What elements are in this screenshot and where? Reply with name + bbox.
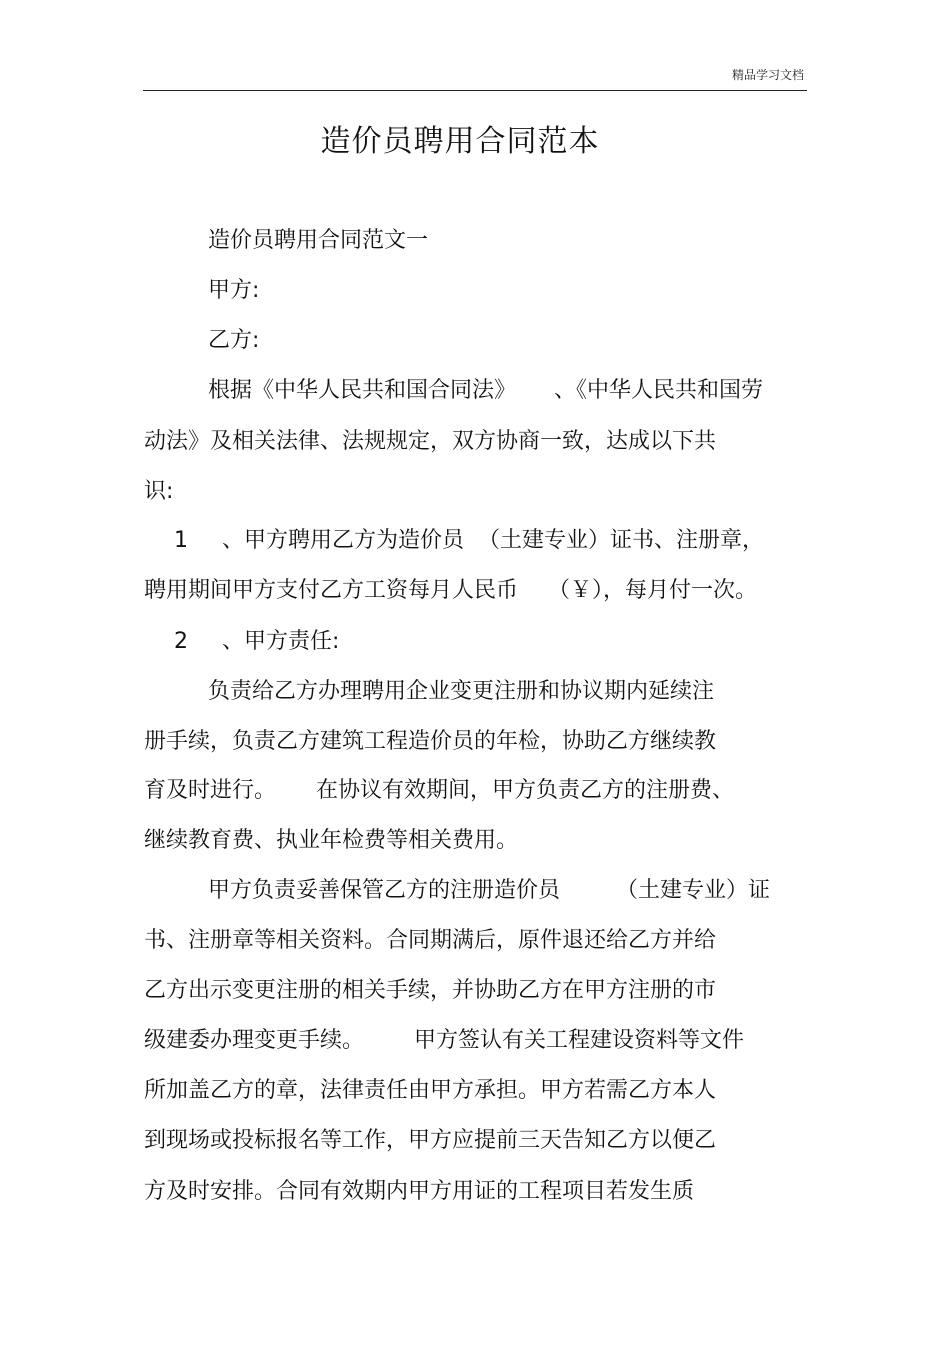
clause-1-line: [174, 525, 764, 557]
clause-2-line: [174, 626, 339, 658]
body-line: [208, 875, 770, 907]
text-fragment: 育及时进行。: [144, 778, 277, 803]
text-fragment: 聘用期间甲方支付乙方工资每月人民币: [144, 578, 519, 603]
text-fragment: 、甲方责任:: [222, 629, 340, 654]
body-line: 方及时安排。合同有效期内甲方用证的工程项目若发生质: [144, 1179, 695, 1204]
clause-number: 2: [174, 629, 188, 654]
text-fragment: 根据《中华人民共和国合同法》: [208, 378, 517, 403]
body-line: 负责给乙方办理聘用企业变更注册和协议期内延续注: [208, 679, 715, 704]
text-fragment: 、《中华人民共和国劳: [554, 378, 764, 403]
text-fragment: 、甲方聘用乙方为造价员: [222, 528, 465, 553]
body-line: 所加盖乙方的章，法律责任由甲方承担。甲方若需乙方本人: [144, 1078, 717, 1103]
clause-number: 1: [174, 528, 188, 553]
text-fragment: 级建委办理变更手续。: [144, 1028, 365, 1053]
party-b-line: 乙方:: [208, 328, 260, 353]
body-line: 识:: [144, 479, 174, 504]
text-fragment: （￥），每月付一次。: [548, 578, 758, 603]
subtitle-line: 造价员聘用合同范文一: [208, 228, 429, 253]
body-line: [144, 575, 757, 607]
text-fragment: 甲方负责妥善保管乙方的注册造价员: [208, 878, 561, 903]
page-header-label: 精品学习文档: [731, 68, 804, 82]
text-fragment: （土建专业）证书、注册章，: [478, 528, 765, 553]
text-fragment: 甲方签认有关工程建设资料等文件: [414, 1028, 745, 1053]
body-line: 书、注册章等相关资料。合同期满后，原件退还给乙方并给: [144, 928, 717, 953]
header-rule: [143, 90, 807, 91]
body-line: 乙方出示变更注册的相关手续，并协助乙方在甲方注册的市: [144, 978, 717, 1003]
body-line: [144, 775, 734, 807]
body-line: 册手续，负责乙方建筑工程造价员的年检，协助乙方继续教: [144, 729, 717, 754]
party-a-line: 甲方:: [208, 278, 260, 303]
body-line: 到现场或投标报名等工作，甲方应提前三天告知乙方以便乙: [144, 1128, 717, 1153]
text-fragment: 在协议有效期间，甲方负责乙方的注册费、: [316, 778, 735, 803]
text-fragment: （土建专业）证: [616, 878, 771, 903]
body-line: 继续教育费、执业年检费等相关费用。: [144, 828, 519, 853]
body-line: 动法》及相关法律、法规规定，双方协商一致，达成以下共: [144, 429, 717, 454]
document-title: 造价员聘用合同范本: [320, 124, 600, 159]
body-line: [144, 1025, 744, 1057]
body-line: [208, 375, 763, 407]
